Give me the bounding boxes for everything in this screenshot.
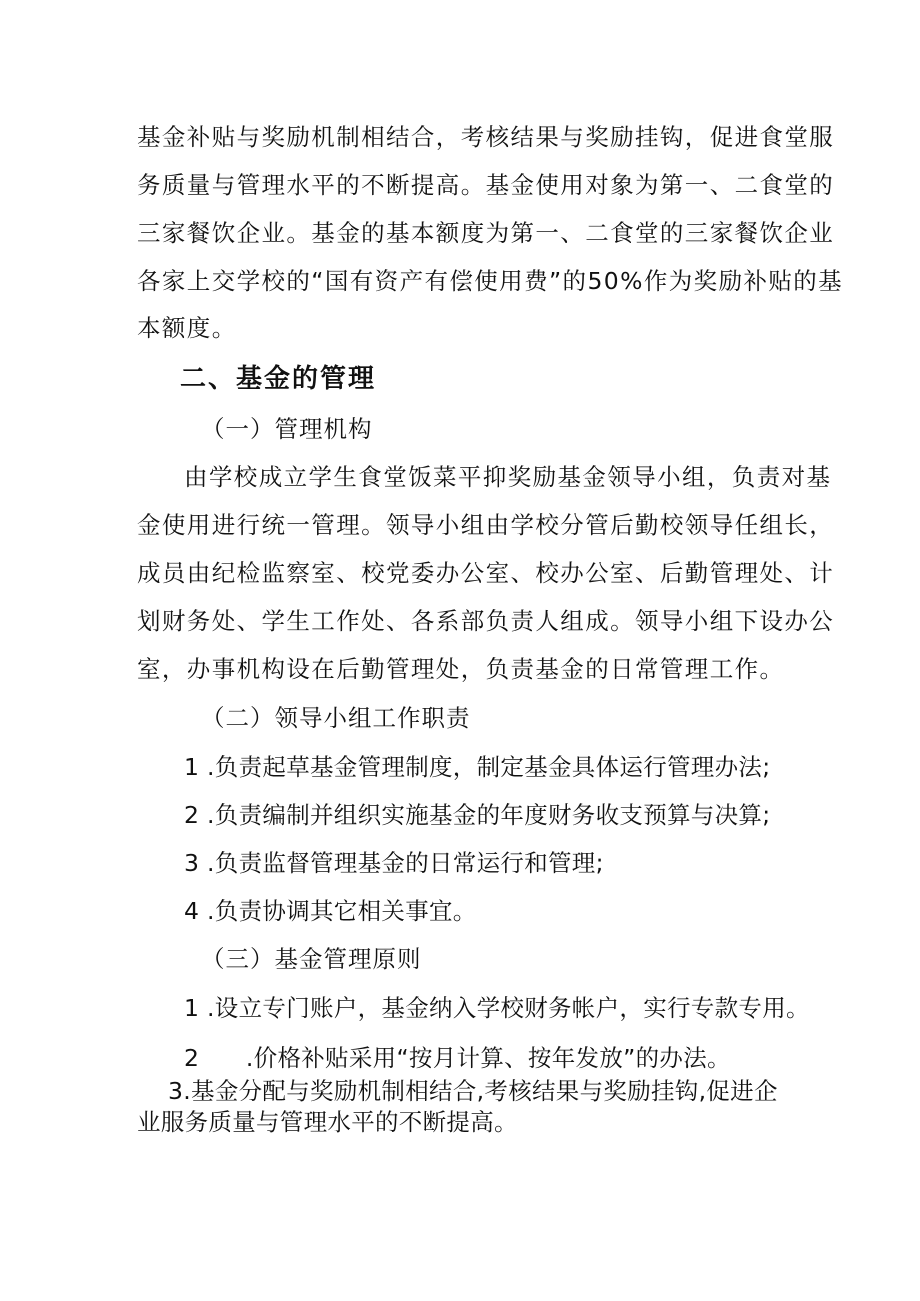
paragraph-line: 各家上交学校的“国有资产有偿使用费”的50%作为奖励补贴的基 <box>137 267 844 295</box>
section-heading: 二、基金的管理 <box>180 364 377 394</box>
list-item: 2 .价格补贴采用“按月计算、按年发放”的办法。 <box>184 1044 731 1072</box>
paragraph-line: 业服务质量与管理水平的不断提高。 <box>137 1108 518 1136</box>
subsection-heading: （一）管理机构 <box>201 415 373 443</box>
list-item: 4 .负责协调其它相关事宜。 <box>184 897 477 925</box>
subsection-heading: （三）基金管理原则 <box>201 945 422 973</box>
paragraph-line: 务质量与管理水平的不断提高。基金使用对象为第一、二食堂的 <box>137 171 835 199</box>
paragraph-line: 本额度。 <box>137 314 237 342</box>
paragraph-line: 金使用进行统一管理。领导小组由学校分管后勤校领导任组长， <box>137 511 835 539</box>
list-item: 3 .负责监督管理基金的日常运行和管理; <box>184 849 604 877</box>
paragraph-line: 三家餐饮企业。基金的基本额度为第一、二食堂的三家餐饮企业 <box>137 219 835 247</box>
subsection-heading: （二）领导小组工作职责 <box>201 704 471 732</box>
paragraph-line: 成员由纪检监察室、校党委办公室、校办公室、后勤管理处、计 <box>137 559 835 587</box>
paragraph-line: 基金补贴与奖励机制相结合，考核结果与奖励挂钩，促进食堂服 <box>137 123 835 151</box>
paragraph-line: 室，办事机构设在后勤管理处，负责基金的日常管理工作。 <box>137 655 785 683</box>
list-item: 1 .设立专门账户，基金纳入学校财务帐户，实行专款专用。 <box>184 994 810 1022</box>
list-item: 2 .负责编制并组织实施基金的年度财务收支预算与决算; <box>184 801 771 829</box>
list-item: 3.基金分配与奖励机制相结合,考核结果与奖励挂钩,促进企 <box>168 1077 778 1105</box>
paragraph-line: 由学校成立学生食堂饭菜平抑奖励基金领导小组，负责对基 <box>184 463 832 491</box>
list-item: 1 .负责起草基金管理制度，制定基金具体运行管理办法; <box>184 753 771 781</box>
paragraph-line: 划财务处、学生工作处、各系部负责人组成。领导小组下设办公 <box>137 607 835 635</box>
